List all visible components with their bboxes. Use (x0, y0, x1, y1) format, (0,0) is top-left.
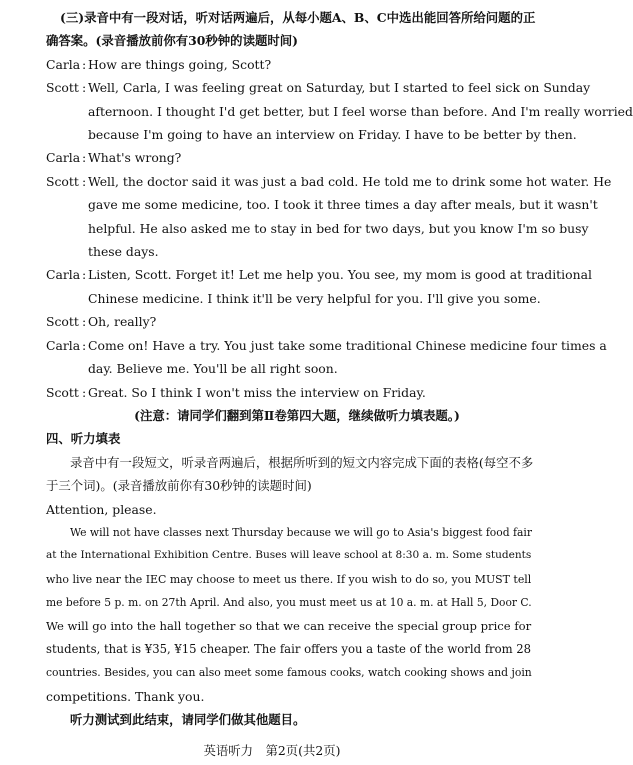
listening-passage (48, 521, 534, 708)
utterance-line: Well, the doctor said it was just a bad cold. He told me to drink some hot water. He (88, 173, 612, 189)
speaker-name: Carla (46, 150, 81, 166)
speaker-name: Scott (46, 80, 79, 96)
section4-instruction-line1: 录音中有一段短文，听录音两遍后，根据所听到的短文内容完成下面的表格(每空不多 (70, 454, 534, 470)
end-of-listening-note: 听力测试到此结束，请同学们做其他题目。 (70, 712, 306, 728)
section3-instruction-line2: 确答案。(录音播放前你有30秒钟的读题时间) (46, 33, 298, 49)
turn-page-notice: (注意：请同学们翻到第Ⅱ卷第四大题，继续做听力填表题。) (134, 407, 460, 423)
utterance-line: How are things going, Scott? (88, 56, 272, 72)
passage-line: at the International Exhibition Centre. Buses will leave school at 8:30 a. m. Some students (46, 549, 532, 562)
dialogue-turn: Scott : Well, the doctor said it was just a bad cold. He told me to drink some hot water. He gave me some medicine, too. I took it three times a day after meals, but it wasn't helpful. He also asked me to stay in bed for two days, but you know I'm so busy these days. (48, 170, 534, 264)
dialogue-turn: Carla : Come on! Have a try. You just take some traditional Chinese medicine four times a day. Believe me. You'll be all right soon. (48, 334, 534, 381)
passage-line: We will go into the hall together so that we can receive the special group price for (46, 618, 532, 633)
utterance-line: What's wrong? (88, 150, 182, 166)
dialogue (46, 53, 633, 404)
passage-line: We will not have classes next Thursday because we will go to Asia's biggest food fair (70, 525, 532, 539)
dialogue-turn: Carla : What's wrong? (48, 146, 534, 169)
utterance-line: afternoon. I thought I'd get better, but I feel worse than before. And I'm really worried (88, 103, 633, 119)
utterance-line: Oh, really? (88, 314, 157, 330)
utterance-line: helpful. He also asked me to stay in bed for two days, but you know I'm so busy (88, 220, 589, 236)
passage-line: me before 5 p. m. on 27th April. And also, you must meet us at 10 a. m. at Hall 5, Door C. (46, 596, 532, 610)
dialogue-turn: Scott : Well, Carla, I was feeling great on Saturday, but I started to feel sick on Sunday afternoon. I thought I'd get better, but I feel worse than before. And I'm really worried because I'm going to have an interview on Friday. I have to be better by then. (48, 76, 534, 146)
dialogue-turn: Carla : Listen, Scott. Forget it! Let me help you. You see, my mom is good at traditional Chinese medicine. I think it'll be very helpful for you. I'll give you some. (48, 263, 534, 310)
speaker-name: Scott (46, 314, 79, 330)
section4-instruction-line2: 于三个词)。(录音播放前你有30秒钟的读题时间) (46, 478, 312, 494)
dialogue-turn: Scott : Great. So I think I won't miss the interview on Friday. (48, 381, 534, 404)
utterance-line: day. Believe me. You'll be all right soon. (88, 361, 338, 377)
utterance-line: Come on! Have a try. You just take some traditional Chinese medicine four times a (88, 337, 607, 353)
dialogue-turn: Scott : Oh, really? (48, 310, 534, 333)
dialogue-turn: Carla : How are things going, Scott? (48, 53, 534, 76)
utterance-line: Chinese medicine. I think it'll be very helpful for you. I'll give you some. (88, 290, 541, 306)
section3-instruction-line1: (三)录音中有一段对话，听对话两遍后，从每小题A、B、C中选出能回答所给问题的正 (60, 10, 536, 25)
speaker-name: Scott (46, 173, 79, 189)
utterance-line: because I'm going to have an interview on Friday. I have to be better by then. (88, 127, 577, 143)
utterance-line: Listen, Scott. Forget it! Let me help you. You see, my mom is good at traditional (88, 267, 592, 283)
speaker-name: Scott (46, 384, 79, 400)
passage-line: competitions. Thank you. (46, 688, 205, 704)
speaker-name: Carla (46, 56, 81, 72)
utterance-line: these days. (88, 244, 159, 260)
utterance-line: Well, Carla, I was feeling great on Saturday, but I started to feel sick on Sunday (88, 80, 591, 96)
utterance-line: Great. So I think I won't miss the interview on Friday. (88, 384, 426, 400)
passage-line: students, that is ¥35, ¥15 cheaper. The fair offers you a taste of the world from 28 (46, 641, 532, 656)
utterance-line: gave me some medicine, too. I took it three times a day after meals, but it wasn't (88, 197, 598, 213)
speaker-name: Carla (46, 337, 81, 353)
passage-greeting: Attention, please. (46, 501, 157, 517)
page-footer: 英语听力 第2页(共2页) (203, 743, 341, 758)
passage-line: countries. Besides, you can also meet some famous cooks, watch cooking shows and join (46, 666, 532, 680)
passage-line: who live near the IEC may choose to meet us there. If you wish to do so, you MUST tell (46, 572, 532, 586)
section4-heading: 四、听力填表 (46, 431, 121, 447)
speaker-name: Carla (46, 267, 81, 283)
